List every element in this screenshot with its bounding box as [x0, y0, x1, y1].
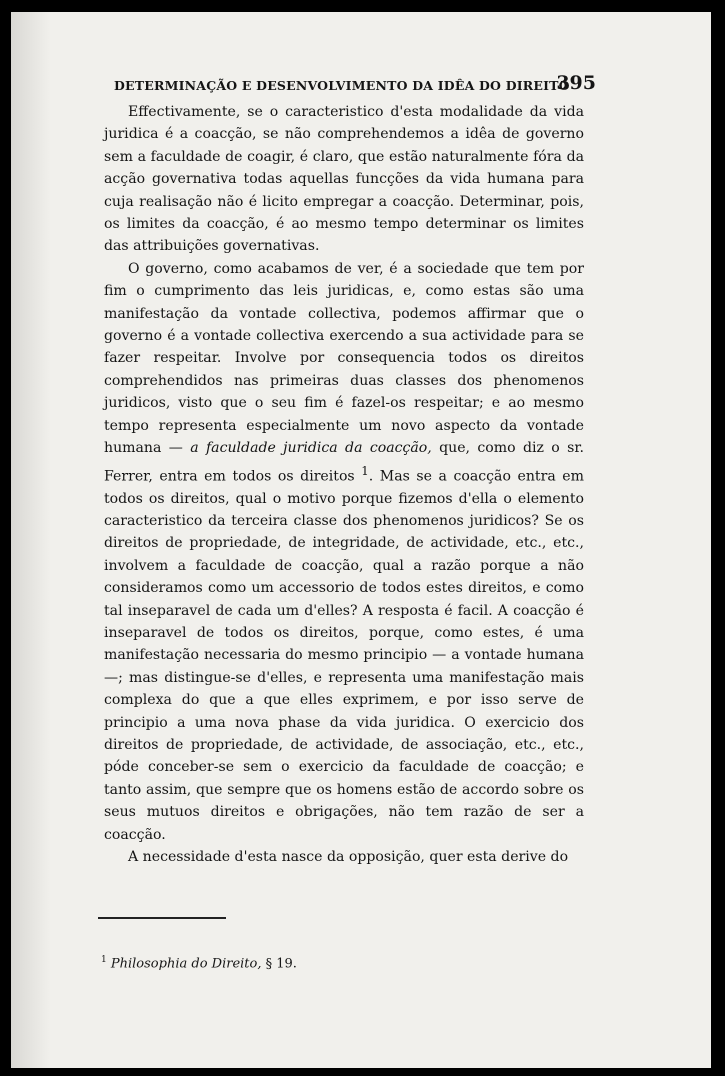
footnote-marker: 1 [101, 955, 107, 965]
paragraph [104, 258, 584, 846]
running-head: DETERMINAÇÃO E DESENVOLVIMENTO DA IDÊA DO DIREITO [114, 78, 570, 93]
paragraph: A necessidade d'esta nasce da opposição, quer esta derive do [128, 849, 569, 866]
page-number: 395 [556, 72, 596, 94]
paragraph: Effectivamente, se o caracteristico d'esta modalidade da vida juridica é a coacção, se não comprehendemos a idêa de governo sem a faculdade de coagir, é claro, que estão naturalmente fóra da acção governativa todas aquellas funcções da vida humana para cuja realisação não é licito empregar a coacção. Determinar, pois, os limites da coacção, é ao mesmo tempo determinar os limites das attribuições governativas. [104, 104, 584, 255]
footnote-title: Philosophia do Direito, [110, 956, 262, 972]
book-page [11, 12, 711, 1068]
paragraph-text: que, como diz o sr. Ferrer, entra em todos os direitos [104, 440, 584, 485]
footnote-reference: 1 [361, 463, 369, 478]
body-text [104, 101, 584, 869]
paragraph-text: O governo, como acabamos de ver, é a sociedade que tem por fim o cumprimento das leis juridicas, e, como estas são uma manifestação da vontade collectiva, podemos affirmar que o governo é a vontade collectiva exercendo a sua actividade para se fazer respeitar. Involve por consequencia todos os direitos comprehendidos nas primeiras duas classes dos phenomenos juridicos, visto que o seu fim é fazel-os respeitar; e ao mesmo tempo representa especialmente um novo aspecto da vontade humana — [104, 260, 584, 457]
footnote-section: § 19. [265, 956, 297, 972]
footnote [101, 955, 297, 971]
italic-phrase: a faculdade juridica da coacção, [190, 440, 432, 457]
page-header [114, 72, 596, 98]
footnote-divider [98, 917, 226, 919]
paragraph-text: . Mas se a coacção entra em todos os direitos, qual o motivo porque fizemos d'ella o elemento caracteristico da terceira classe dos phenomenos juridicos? Se os direitos de propriedade, de integridade, de actividade, etc., etc., involvem a faculdade de coacção, qual a razão porque a não consideramos como um accessorio de todos estes direitos, e como tal inseparavel de cada um d'elles? A resposta é facil. A coacção é inseparavel de todos os direitos, porque, como estes, é uma manifestação necessaria do mesmo principio — a vontade humana —; mas distingue-se d'elles, e representa uma manifestação mais complexa do que a que elles exprimem, e por isso serve de principio a uma nova phase da vida juridica. O exercicio dos direitos de propriedade, de actividade, de associação, etc., etc., póde conceber-se sem o exercicio da faculdade de coacção; e tanto assim, que sempre que os homens estão de accordo sobre os seus mutuos direitos e obrigações, não tem razão de ser a coacção. [104, 468, 584, 843]
